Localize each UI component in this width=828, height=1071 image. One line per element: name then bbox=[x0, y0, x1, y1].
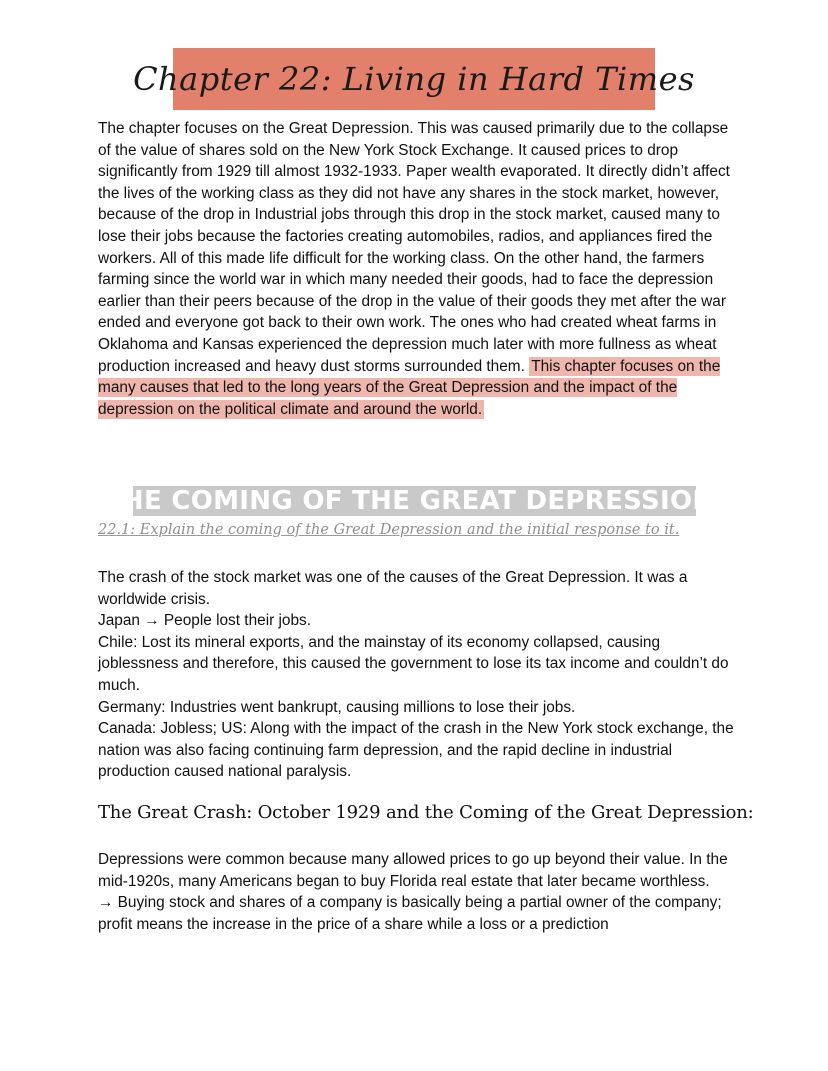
subsection-body bbox=[98, 849, 738, 935]
intro-text: The chapter focuses on the Great Depression. This was caused primarily due to the collapse of the value of shares sold on the New York Stock Exchange. It caused prices to drop significantly from 1929 till almost 1932-1933. Paper wealth evaporated. It directly didn’t affect the lives of the working class as they did not have any shares in the stock market, however, because of the drop in Industrial jobs through this drop in the stock market, caused many to lose their jobs because the factories creating automobiles, radios, and appliances fired the workers. All of this made life difficult for the working class. On the other hand, the farmers farming since the world war in which many needed their goods, had to face the depression earlier than their peers because of the drop in the value of their goods they met after the war ended and everyone got back to their own work. The ones who had created wheat farms in Oklahoma and Kansas experienced the depression much later with more fullness as wheat production increased and heavy dust storms surrounded them. bbox=[98, 120, 730, 375]
list-item: Chile: Lost its mineral exports, and the mainstay of its economy collapsed, causing joblessness and therefore, this caused the government to lose its tax income and couldn’t do much. bbox=[98, 633, 729, 694]
paragraph: → Buying stock and shares of a company is basically being a partial owner of the company; profit means the increase in the price of a share while a loss or a prediction bbox=[98, 894, 722, 933]
list-item: Japan → People lost their jobs. bbox=[98, 612, 312, 630]
objective-text: 22.1: Explain the coming of the Great Depression and the initial response to it. bbox=[98, 522, 680, 538]
list-item: The crash of the stock market was one of the causes of the Great Depression. It was a worldwide crisis. bbox=[98, 569, 688, 608]
subsection-heading: The Great Crash: October 1929 and the Coming of the Great Depression: bbox=[98, 802, 754, 823]
section-title: THE COMING OF THE GREAT DEPRESSION: bbox=[103, 486, 726, 516]
list-item: Germany: Industries went bankrupt, causing millions to lose their jobs. bbox=[98, 698, 576, 716]
chapter-title: Chapter 22: Living in Hard Times bbox=[133, 60, 695, 98]
causes-list bbox=[98, 567, 738, 783]
chapter-title-banner bbox=[133, 48, 695, 110]
list-item: Canada: Jobless; US: Along with the impact of the crash in the New York stock exchange, the nation was also facing continuing farm depression, and the rapid decline in industrial production caused national paralysis. bbox=[98, 720, 734, 781]
intro-paragraph bbox=[98, 118, 738, 420]
paragraph: Depressions were common because many allowed prices to go up beyond their value. In the mid-1920s, many Americans began to buy Florida real estate that later became worthless. bbox=[98, 851, 728, 890]
intro-highlight: This chapter focuses on the many causes that led to the long years of the Great Depression and the impact of the depression on the political climate and around the world. bbox=[98, 357, 721, 418]
section-title-banner bbox=[103, 486, 726, 516]
learning-objective bbox=[98, 522, 680, 538]
